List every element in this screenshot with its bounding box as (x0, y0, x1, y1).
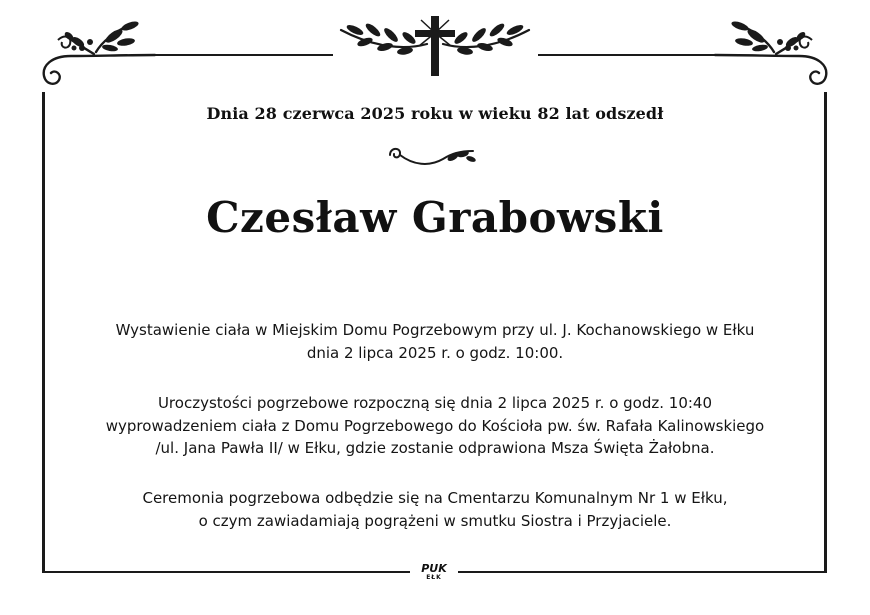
frame-bottom-border-right (458, 571, 827, 573)
viewing-paragraph (50, 319, 820, 364)
paragraph-line: dnia 2 lipca 2025 r. o godz. 10:00. (306, 343, 564, 362)
deceased-name: Czesław Grabowski (206, 193, 664, 242)
burial-paragraph (50, 487, 820, 532)
top-border-left (155, 54, 333, 56)
company-logo (410, 563, 458, 585)
paragraph-line: Uroczystości pogrzebowe rozpoczną się dnia 2 lipca 2025 r. o godz. 10:40 (157, 394, 713, 412)
paragraph-line: Ceremonia pogrzebowa odbędzie się na Cmentarzu Komunalnym Nr 1 w Ełku, (142, 489, 728, 507)
paragraph-line: Wystawienie ciała w Miejskim Domu Pogrzebowym przy ul. J. Kochanowskiego w Ełku (115, 321, 755, 339)
paragraph-line: /ul. Jana Pawła II/ w Ełku, gdzie zostanie odprawiona Msza Święta Żałobna. (155, 439, 715, 457)
floral-flourish-icon (704, 14, 834, 94)
logo-main-text: PUK (421, 562, 447, 575)
top-border-right (538, 54, 716, 56)
frame-right-border (824, 92, 827, 573)
death-announcement-intro: Dnia 28 czerwca 2025 roku w wieku 82 lat odszedł (206, 104, 664, 123)
cross-with-laurel-icon (335, 14, 535, 80)
paragraph-line: wyprowadzeniem ciała z Domu Pogrzebowego do Kościoła pw. św. Rafała Kalinowskiego (105, 416, 765, 435)
ceremony-paragraph (50, 392, 820, 460)
frame-left-border (42, 92, 45, 573)
floral-flourish-icon (36, 14, 166, 94)
leaf-swirl-divider-icon (385, 143, 485, 173)
paragraph-line: o czym zawiadamiają pogrążeni w smutku Siostra i Przyjaciele. (198, 511, 672, 530)
logo-sub-text: EŁK (426, 574, 442, 581)
frame-bottom-border-left (42, 571, 410, 573)
